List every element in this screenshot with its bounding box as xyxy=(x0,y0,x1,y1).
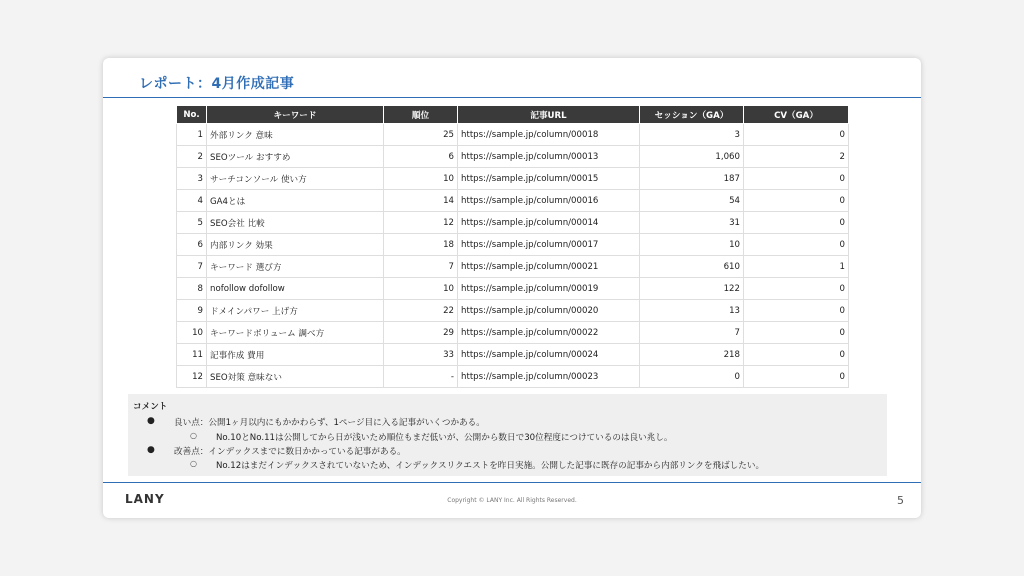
table-row xyxy=(177,168,849,190)
cell-sessions: 7 xyxy=(640,322,744,344)
cell-no: 3 xyxy=(177,168,207,190)
cell-sessions: 13 xyxy=(640,300,744,322)
page-number: 5 xyxy=(897,494,904,507)
cell-sessions: 10 xyxy=(640,234,744,256)
cell-rank: 29 xyxy=(384,322,458,344)
bullet-icon: ● xyxy=(147,445,155,455)
slide xyxy=(103,58,921,518)
cell-cv: 0 xyxy=(744,168,849,190)
cell-no: 10 xyxy=(177,322,207,344)
cell-rank: 33 xyxy=(384,344,458,366)
table-row xyxy=(177,344,849,366)
table-row xyxy=(177,212,849,234)
cell-keyword: ドメインパワー 上げ方 xyxy=(207,300,384,322)
cell-cv: 0 xyxy=(744,300,849,322)
cell-url: https://sample.jp/column/00023 xyxy=(458,366,640,388)
cell-url: https://sample.jp/column/00013 xyxy=(458,146,640,168)
cell-rank: 10 xyxy=(384,168,458,190)
table-row xyxy=(177,300,849,322)
table-header-row xyxy=(177,106,849,124)
cell-rank: 12 xyxy=(384,212,458,234)
cell-url: https://sample.jp/column/00024 xyxy=(458,344,640,366)
cell-sessions: 122 xyxy=(640,278,744,300)
cell-rank: 18 xyxy=(384,234,458,256)
table-row xyxy=(177,190,849,212)
table-row xyxy=(177,278,849,300)
cell-url: https://sample.jp/column/00018 xyxy=(458,124,640,146)
cell-keyword: 記事作成 費用 xyxy=(207,344,384,366)
comment-improve: 改善点：インデックスまでに数日かかっている記事がある。 xyxy=(174,447,406,457)
cell-cv: 2 xyxy=(744,146,849,168)
comment-good-detail: No.10とNo.11は公開してから日が浅いため順位もまだ低いが、公開から数日で30位程度につけているのは良い兆し。 xyxy=(216,433,673,443)
cell-sessions: 187 xyxy=(640,168,744,190)
cell-rank: 10 xyxy=(384,278,458,300)
cell-no: 9 xyxy=(177,300,207,322)
header-cv: CV（GA） xyxy=(744,106,849,124)
cell-no: 1 xyxy=(177,124,207,146)
cell-keyword: SEO対策 意味ない xyxy=(207,366,384,388)
cell-rank: 22 xyxy=(384,300,458,322)
header-rank: 順位 xyxy=(384,106,458,124)
cell-keyword: SEO会社 比較 xyxy=(207,212,384,234)
cell-no: 6 xyxy=(177,234,207,256)
cell-no: 4 xyxy=(177,190,207,212)
cell-keyword: SEOツール おすすめ xyxy=(207,146,384,168)
cell-keyword: GA4とは xyxy=(207,190,384,212)
cell-keyword: 内部リンク 効果 xyxy=(207,234,384,256)
cell-no: 2 xyxy=(177,146,207,168)
header-keyword: キーワード xyxy=(207,106,384,124)
comment-good: 良い点：公開1ヶ月以内にもかかわらず、1ページ目に入る記事がいくつかある。 xyxy=(174,418,485,428)
header-url: 記事URL xyxy=(458,106,640,124)
cell-cv: 0 xyxy=(744,234,849,256)
header-sessions: セッション（GA） xyxy=(640,106,744,124)
cell-sessions: 0 xyxy=(640,366,744,388)
cell-rank: 7 xyxy=(384,256,458,278)
cell-sessions: 218 xyxy=(640,344,744,366)
cell-cv: 0 xyxy=(744,344,849,366)
cell-no: 11 xyxy=(177,344,207,366)
sub-bullet-icon: ○ xyxy=(190,459,197,468)
comment-box xyxy=(128,394,887,476)
table-row xyxy=(177,256,849,278)
cell-url: https://sample.jp/column/00014 xyxy=(458,212,640,234)
cell-url: https://sample.jp/column/00017 xyxy=(458,234,640,256)
cell-keyword: キーワード 選び方 xyxy=(207,256,384,278)
cell-no: 5 xyxy=(177,212,207,234)
header-no: No. xyxy=(177,106,207,124)
cell-url: https://sample.jp/column/00016 xyxy=(458,190,640,212)
cell-cv: 1 xyxy=(744,256,849,278)
cell-rank: 25 xyxy=(384,124,458,146)
footer-divider xyxy=(103,482,921,483)
cell-keyword: nofollow dofollow xyxy=(207,278,384,300)
title-divider xyxy=(103,97,921,98)
cell-sessions: 1,060 xyxy=(640,146,744,168)
cell-url: https://sample.jp/column/00020 xyxy=(458,300,640,322)
cell-cv: 0 xyxy=(744,278,849,300)
cell-sessions: 54 xyxy=(640,190,744,212)
bullet-icon: ● xyxy=(147,416,155,426)
table-row xyxy=(177,366,849,388)
cell-cv: 0 xyxy=(744,124,849,146)
report-table xyxy=(176,105,849,388)
table-row xyxy=(177,322,849,344)
cell-no: 8 xyxy=(177,278,207,300)
cell-url: https://sample.jp/column/00021 xyxy=(458,256,640,278)
table-body xyxy=(177,124,849,388)
cell-keyword: 外部リンク 意味 xyxy=(207,124,384,146)
cell-sessions: 610 xyxy=(640,256,744,278)
copyright-text: Copyright © LANY Inc. All Rights Reserved. xyxy=(447,497,577,504)
cell-cv: 0 xyxy=(744,322,849,344)
table-row xyxy=(177,146,849,168)
cell-sessions: 3 xyxy=(640,124,744,146)
lany-logo: LANY xyxy=(125,492,165,506)
comment-title: コメント xyxy=(133,402,168,412)
cell-keyword: サーチコンソール 使い方 xyxy=(207,168,384,190)
sub-bullet-icon: ○ xyxy=(190,431,197,440)
cell-no: 12 xyxy=(177,366,207,388)
table-row xyxy=(177,234,849,256)
cell-url: https://sample.jp/column/00019 xyxy=(458,278,640,300)
cell-keyword: キーワードボリューム 調べ方 xyxy=(207,322,384,344)
cell-no: 7 xyxy=(177,256,207,278)
cell-rank: - xyxy=(384,366,458,388)
cell-rank: 6 xyxy=(384,146,458,168)
cell-url: https://sample.jp/column/00022 xyxy=(458,322,640,344)
table-row xyxy=(177,124,849,146)
comment-improve-detail: No.12はまだインデックスされていないため、インデックスリクエストを昨日実施。公開した記事に既存の記事から内部リンクを飛ばしたい。 xyxy=(216,461,765,471)
slide-title: レポート：4月作成記事 xyxy=(139,76,295,92)
cell-sessions: 31 xyxy=(640,212,744,234)
cell-cv: 0 xyxy=(744,212,849,234)
cell-rank: 14 xyxy=(384,190,458,212)
cell-cv: 0 xyxy=(744,190,849,212)
cell-url: https://sample.jp/column/00015 xyxy=(458,168,640,190)
cell-cv: 0 xyxy=(744,366,849,388)
